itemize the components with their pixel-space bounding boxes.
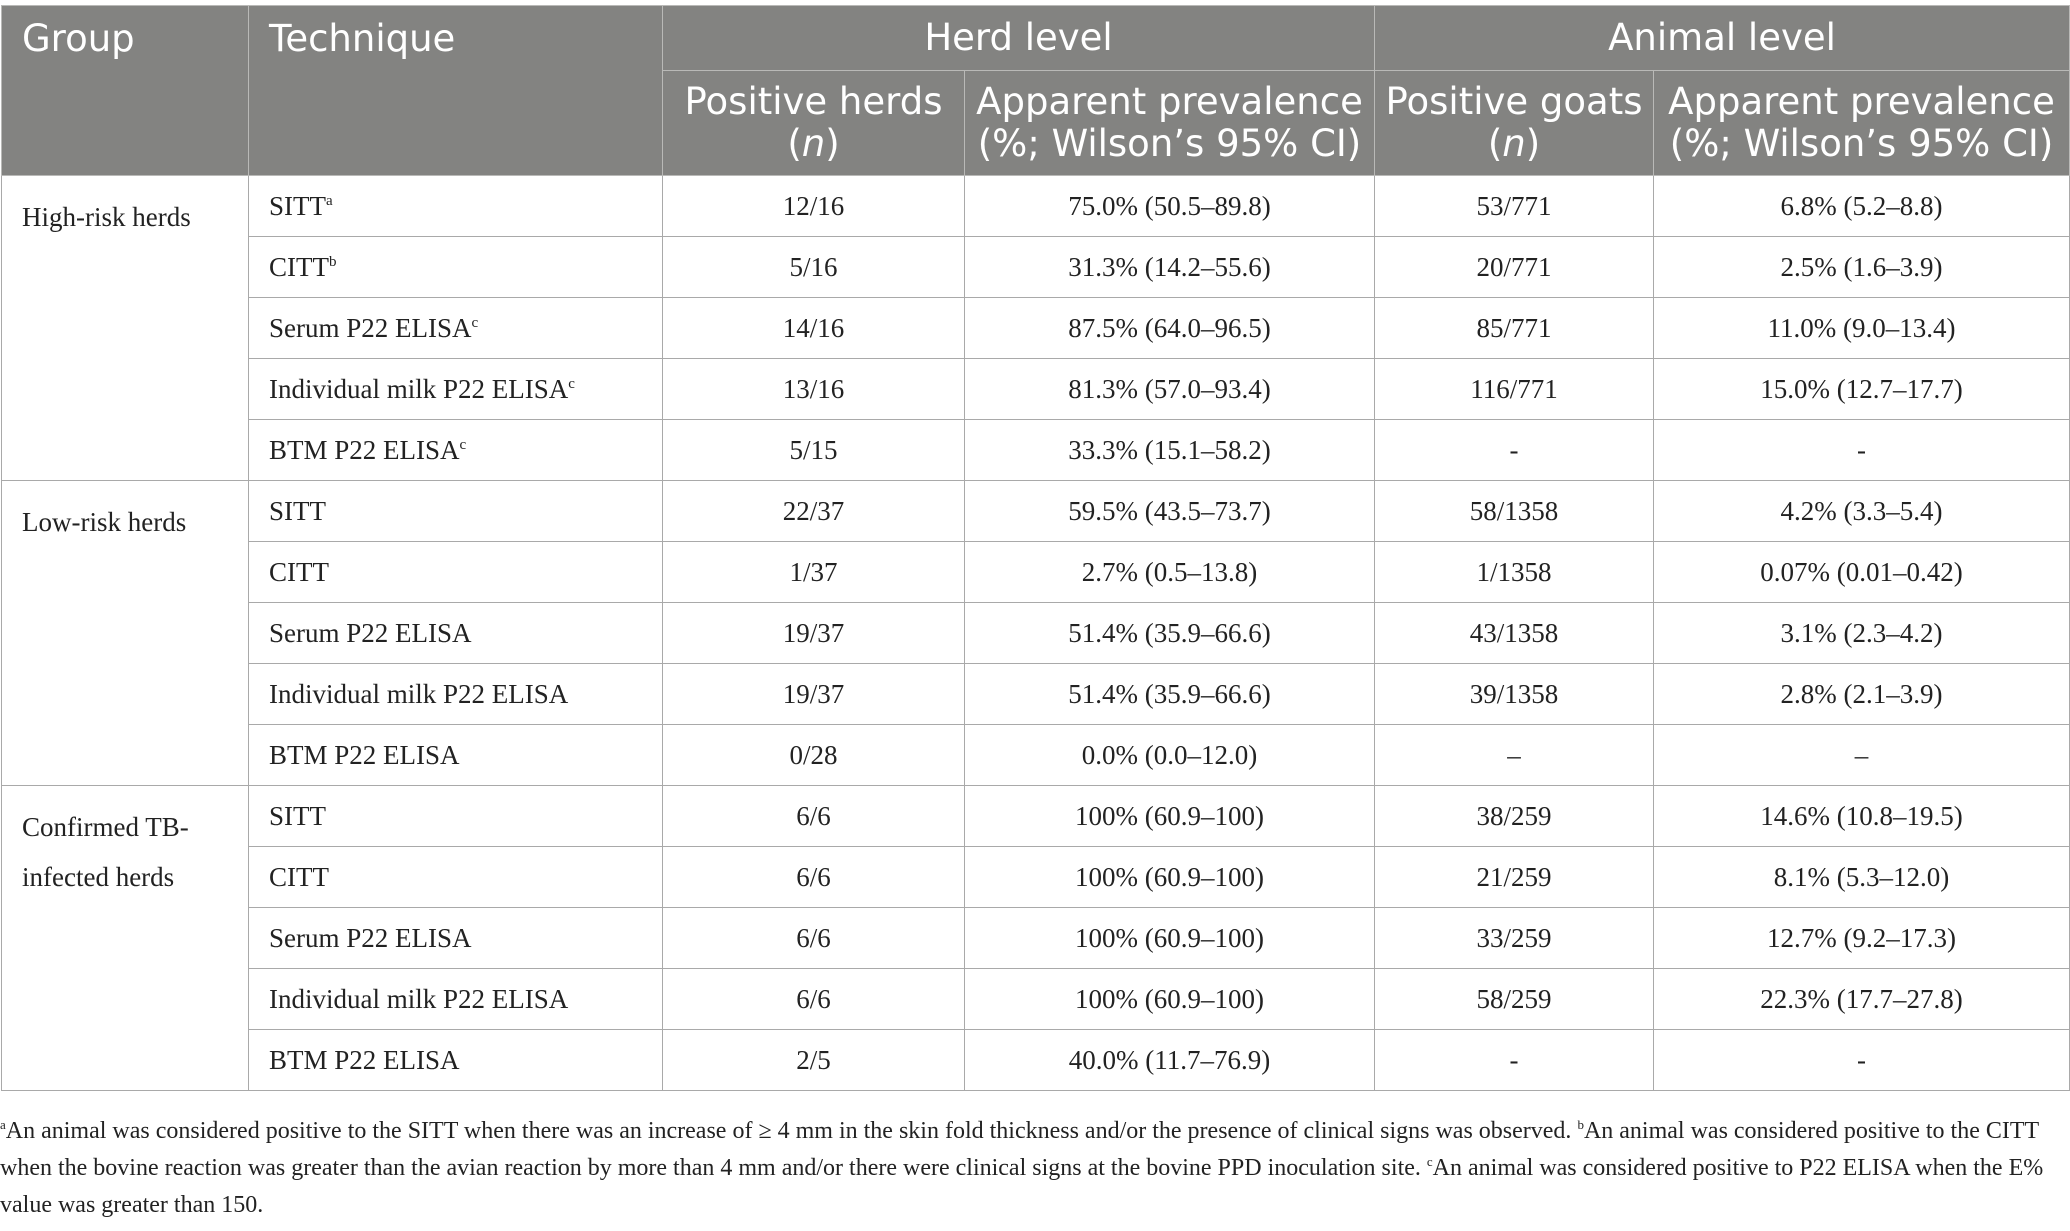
herd-prevalence-cell: 100% (60.9–100)	[965, 847, 1375, 908]
table-row	[2, 908, 2070, 969]
table-row	[2, 237, 2070, 298]
table-row	[2, 359, 2070, 420]
animal-prevalence-cell: 3.1% (2.3–4.2)	[1654, 603, 2070, 664]
animal-prevalence-cell: 22.3% (17.7–27.8)	[1654, 969, 2070, 1030]
technique-footnote-mark: a	[326, 192, 333, 209]
animal-prevalence-cell: –	[1654, 725, 2070, 786]
animal-prevalence-cell: 0.07% (0.01–0.42)	[1654, 542, 2070, 603]
technique-name: CITT	[269, 556, 329, 587]
positive-goats-cell: 43/1358	[1375, 603, 1654, 664]
herd-prevalence-cell: 81.3% (57.0–93.4)	[965, 359, 1375, 420]
table-row	[2, 298, 2070, 359]
technique-cell	[249, 237, 663, 298]
animal-prevalence-cell: 14.6% (10.8–19.5)	[1654, 786, 2070, 847]
header-animal-prevalence-label: Apparent prevalence	[1668, 80, 2055, 123]
herd-prevalence-cell: 31.3% (14.2–55.6)	[965, 237, 1375, 298]
table-body	[2, 176, 2070, 1091]
positive-herds-cell: 1/37	[663, 542, 965, 603]
technique-name: SITT	[269, 800, 326, 831]
header-positive-goats-label: Positive goats	[1385, 80, 1643, 123]
table-row	[2, 664, 2070, 725]
positive-goats-cell: –	[1375, 725, 1654, 786]
technique-cell	[249, 176, 663, 237]
positive-goats-cell: -	[1375, 1030, 1654, 1091]
table-row	[2, 420, 2070, 481]
header-animal-prevalence-ci: (%; Wilson’s 95% CI)	[1669, 122, 2054, 165]
header-row-1	[2, 6, 2070, 71]
group-cell	[2, 786, 249, 1091]
header-herd-level: Herd level	[663, 6, 1375, 71]
positive-herds-cell: 5/15	[663, 420, 965, 481]
positive-goats-cell: 53/771	[1375, 176, 1654, 237]
technique-name: SITT	[269, 495, 326, 526]
technique-cell	[249, 664, 663, 725]
herd-prevalence-cell: 33.3% (15.1–58.2)	[965, 420, 1375, 481]
herd-prevalence-cell: 51.4% (35.9–66.6)	[965, 603, 1375, 664]
positive-herds-cell: 6/6	[663, 847, 965, 908]
table-row	[2, 725, 2070, 786]
group-name: Confirmed TB-	[22, 812, 189, 842]
technique-name: Serum P22 ELISA	[269, 922, 472, 953]
table-row	[2, 176, 2070, 237]
footnote-a-mark: a	[0, 1117, 6, 1132]
positive-goats-cell: -	[1375, 420, 1654, 481]
technique-name: BTM P22 ELISA	[269, 434, 460, 465]
herd-prevalence-cell: 87.5% (64.0–96.5)	[965, 298, 1375, 359]
technique-footnote-mark: b	[329, 253, 337, 270]
footnote-b-text: An animal was considered positive to the CITT when the bovine reaction was greater than the avian reaction by more than 4 mm and/or there were clinical signs at the bovine PPD inoculation site.	[0, 1118, 2039, 1181]
positive-goats-cell: 1/1358	[1375, 542, 1654, 603]
herd-prevalence-cell: 100% (60.9–100)	[965, 969, 1375, 1030]
group-name-line2: infected herds	[22, 862, 175, 892]
technique-cell	[249, 298, 663, 359]
prevalence-table	[1, 5, 2070, 1091]
technique-name: Individual milk P22 ELISA	[269, 373, 569, 404]
herd-prevalence-cell: 2.7% (0.5–13.8)	[965, 542, 1375, 603]
header-herd-prevalence-ci: (%; Wilson’s 95% CI)	[977, 122, 1362, 165]
positive-goats-cell: 39/1358	[1375, 664, 1654, 725]
positive-goats-cell: 38/259	[1375, 786, 1654, 847]
technique-footnote-mark: c	[459, 436, 467, 453]
animal-prevalence-cell: 8.1% (5.3–12.0)	[1654, 847, 2070, 908]
footnotes	[0, 1113, 2062, 1224]
group-cell	[2, 176, 249, 481]
technique-name: CITT	[269, 861, 329, 892]
technique-name: BTM P22 ELISA	[269, 1044, 460, 1075]
positive-herds-cell: 19/37	[663, 664, 965, 725]
group-cell	[2, 481, 249, 786]
technique-cell	[249, 786, 663, 847]
table-container	[0, 5, 2070, 1091]
technique-cell	[249, 725, 663, 786]
header-herd-prevalence-label: Apparent prevalence	[976, 80, 1363, 123]
positive-goats-cell: 21/259	[1375, 847, 1654, 908]
animal-prevalence-cell: 6.8% (5.2–8.8)	[1654, 176, 2070, 237]
positive-herds-cell: 22/37	[663, 481, 965, 542]
positive-herds-cell: 13/16	[663, 359, 965, 420]
footnote-b-mark: b	[1577, 1117, 1584, 1132]
footnote-a-text: An animal was considered positive to the SITT when there was an increase of ≥ 4 mm in the skin fold thickness and/or the presence of clinical signs was observed.	[5, 1118, 1578, 1144]
technique-name: Serum P22 ELISA	[269, 312, 472, 343]
technique-name: CITT	[269, 251, 329, 282]
technique-cell	[249, 603, 663, 664]
animal-prevalence-cell: -	[1654, 420, 2070, 481]
herd-prevalence-cell: 100% (60.9–100)	[965, 908, 1375, 969]
group-name: High-risk herds	[22, 202, 191, 232]
positive-herds-cell: 19/37	[663, 603, 965, 664]
positive-goats-cell: 20/771	[1375, 237, 1654, 298]
positive-herds-cell: 0/28	[663, 725, 965, 786]
header-positive-herds	[663, 71, 965, 176]
technique-cell	[249, 908, 663, 969]
positive-goats-cell: 58/1358	[1375, 481, 1654, 542]
positive-herds-cell: 12/16	[663, 176, 965, 237]
animal-prevalence-cell: 12.7% (9.2–17.3)	[1654, 908, 2070, 969]
technique-name: Individual milk P22 ELISA	[269, 678, 569, 709]
positive-herds-cell: 6/6	[663, 969, 965, 1030]
positive-goats-cell: 58/259	[1375, 969, 1654, 1030]
herd-prevalence-cell: 51.4% (35.9–66.6)	[965, 664, 1375, 725]
technique-cell	[249, 359, 663, 420]
table-row	[2, 969, 2070, 1030]
herd-prevalence-cell: 100% (60.9–100)	[965, 786, 1375, 847]
animal-prevalence-cell: 15.0% (12.7–17.7)	[1654, 359, 2070, 420]
herd-prevalence-cell: 0.0% (0.0–12.0)	[965, 725, 1375, 786]
technique-cell	[249, 847, 663, 908]
header-positive-herds-n: (n)	[787, 122, 840, 165]
technique-cell	[249, 1030, 663, 1091]
technique-cell	[249, 542, 663, 603]
technique-name: Individual milk P22 ELISA	[269, 983, 569, 1014]
technique-name: SITT	[269, 190, 326, 221]
header-positive-herds-label: Positive herds	[684, 80, 943, 123]
group-name: Low-risk herds	[22, 507, 187, 537]
technique-cell	[249, 481, 663, 542]
technique-cell	[249, 420, 663, 481]
animal-prevalence-cell: 11.0% (9.0–13.4)	[1654, 298, 2070, 359]
header-animal-level: Animal level	[1375, 6, 2070, 71]
positive-herds-cell: 6/6	[663, 908, 965, 969]
header-positive-goats-n: (n)	[1487, 122, 1541, 165]
technique-name: Serum P22 ELISA	[269, 617, 472, 648]
table-row	[2, 481, 2070, 542]
animal-prevalence-cell: -	[1654, 1030, 2070, 1091]
footnote-c-text: An animal was considered positive to P22 ELISA when the E% value was greater than 150.	[0, 1155, 2044, 1218]
header-group: Group	[2, 6, 249, 176]
animal-prevalence-cell: 4.2% (3.3–5.4)	[1654, 481, 2070, 542]
header-herd-prevalence	[965, 71, 1375, 176]
positive-goats-cell: 116/771	[1375, 359, 1654, 420]
herd-prevalence-cell: 59.5% (43.5–73.7)	[965, 481, 1375, 542]
positive-goats-cell: 85/771	[1375, 298, 1654, 359]
table-row	[2, 847, 2070, 908]
positive-herds-cell: 6/6	[663, 786, 965, 847]
herd-prevalence-cell: 40.0% (11.7–76.9)	[965, 1030, 1375, 1091]
herd-prevalence-cell: 75.0% (50.5–89.8)	[965, 176, 1375, 237]
animal-prevalence-cell: 2.8% (2.1–3.9)	[1654, 664, 2070, 725]
technique-name: BTM P22 ELISA	[269, 739, 460, 770]
technique-cell	[249, 969, 663, 1030]
table-row	[2, 786, 2070, 847]
header-positive-goats	[1375, 71, 1654, 176]
table-row	[2, 542, 2070, 603]
positive-goats-cell: 33/259	[1375, 908, 1654, 969]
positive-herds-cell: 5/16	[663, 237, 965, 298]
technique-footnote-mark: c	[471, 314, 479, 331]
technique-footnote-mark: c	[568, 375, 575, 392]
positive-herds-cell: 14/16	[663, 298, 965, 359]
header-technique: Technique	[249, 6, 663, 176]
footnote-c-mark: c	[1426, 1154, 1433, 1169]
header-animal-prevalence	[1654, 71, 2070, 176]
animal-prevalence-cell: 2.5% (1.6–3.9)	[1654, 237, 2070, 298]
table-row	[2, 1030, 2070, 1091]
positive-herds-cell: 2/5	[663, 1030, 965, 1091]
table-row	[2, 603, 2070, 664]
